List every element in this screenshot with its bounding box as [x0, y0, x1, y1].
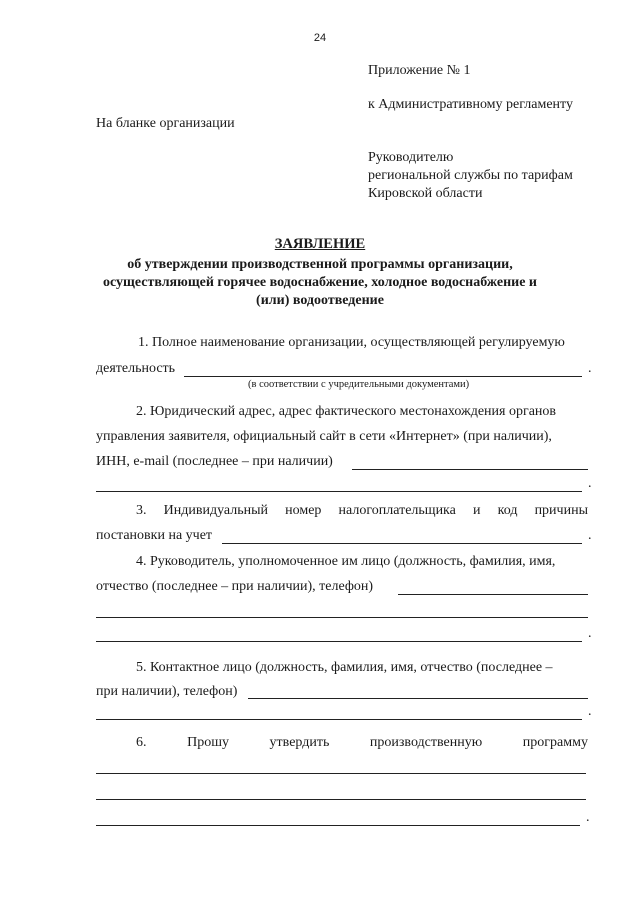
- item-4-text-2: отчество (последнее – при наличии), телефон): [96, 579, 374, 594]
- item-5-blank-line-1[interactable]: [248, 698, 588, 699]
- item-3-word: Индивидуальный: [163, 503, 268, 518]
- item-4-period: .: [588, 626, 592, 641]
- item-6-blank-line-2[interactable]: [96, 799, 586, 800]
- item-5-text-1: 5. Контактное лицо (должность, фамилия, имя, отчество (последнее –: [136, 660, 553, 675]
- page-number: 24: [313, 32, 327, 44]
- item-5-blank-line-2[interactable]: [96, 719, 582, 720]
- item-3-word: и: [473, 503, 481, 518]
- appendix-label: Приложение № 1: [368, 63, 471, 78]
- item-6-word: утвердить: [269, 735, 330, 750]
- item-3-word: номер: [285, 503, 322, 518]
- item-6-period: .: [586, 810, 590, 825]
- item-3-text-2: постановки на учет: [96, 528, 213, 543]
- item-4-blank-line-3[interactable]: [96, 641, 582, 642]
- addressee-line-3: Кировской области: [368, 186, 483, 201]
- item-1-blank-line[interactable]: [184, 376, 582, 377]
- item-1-label: деятельность: [96, 361, 176, 376]
- item-4-text-1: 4. Руководитель, уполномоченное им лицо (должность, фамилия, имя,: [136, 554, 556, 569]
- item-6-word: Прошу: [187, 735, 229, 750]
- item-6-text-1: [136, 734, 588, 752]
- item-2-text-2: управления заявителя, официальный сайт в сети «Интернет» (при наличии),: [96, 429, 552, 444]
- item-6-blank-line-1[interactable]: [96, 773, 586, 774]
- title-sub-line-2: осуществляющей горячее водоснабжение, холодное водоснабжение и: [103, 275, 537, 290]
- addressee-line-2: региональной службы по тарифам: [368, 168, 573, 183]
- regulation-reference: к Административному регламенту: [368, 97, 573, 112]
- item-1-period: .: [588, 361, 592, 376]
- item-3-word: налогоплательщика: [338, 503, 456, 518]
- item-6-word: программу: [522, 735, 588, 750]
- item-2-period: .: [588, 476, 592, 491]
- item-2-text-3: ИНН, e-mail (последнее – при наличии): [96, 454, 333, 469]
- item-2-text-1: 2. Юридический адрес, адрес фактического местонахождения органов: [136, 404, 557, 419]
- letterhead-note: На бланке организации: [96, 116, 235, 131]
- document-title: ЗАЯВЛЕНИЕ: [274, 236, 366, 252]
- item-5-period: .: [588, 704, 592, 719]
- item-2-blank-line-1[interactable]: [352, 469, 588, 470]
- item-3-word: причины: [534, 503, 588, 518]
- title-sub-line-1: об утверждении производственной программы организации,: [127, 257, 513, 272]
- item-4-blank-line-1[interactable]: [398, 594, 588, 595]
- item-3-word: код: [497, 503, 518, 518]
- addressee-line-1: Руководителю: [368, 150, 454, 165]
- item-5-text-2: при наличии), телефон): [96, 684, 238, 699]
- item-6-word: 6.: [136, 735, 147, 750]
- item-1-text: 1. Полное наименование организации, осуществляющей регулируемую: [138, 335, 565, 350]
- item-2-blank-line-2[interactable]: [96, 491, 582, 492]
- item-3-blank-line[interactable]: [222, 543, 582, 544]
- title-sub-line-3: (или) водоотведение: [256, 293, 384, 308]
- item-6-blank-line-3[interactable]: [96, 825, 580, 826]
- item-1-note: (в соответствии с учредительными документами): [248, 379, 470, 390]
- item-3-text-1: [136, 502, 588, 520]
- item-3-period: .: [588, 528, 592, 543]
- item-6-word: производственную: [369, 735, 483, 750]
- item-4-blank-line-2[interactable]: [96, 617, 588, 618]
- item-3-word: 3.: [136, 503, 147, 518]
